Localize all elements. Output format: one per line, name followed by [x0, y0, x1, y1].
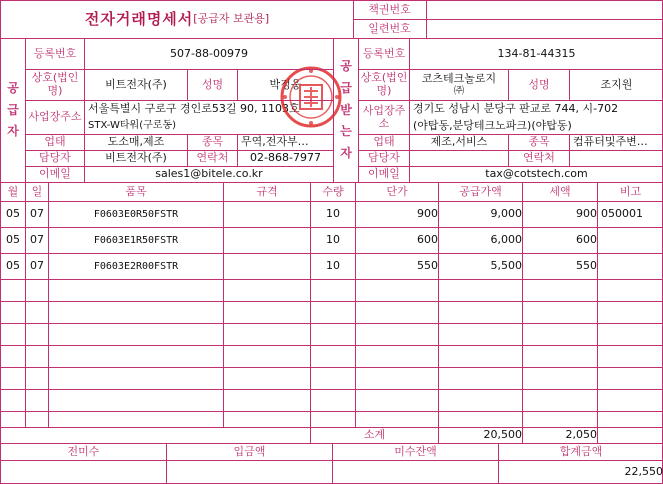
buyer-name-label: 상호(법인명) [360, 71, 408, 97]
row-qty: 10 [326, 207, 340, 221]
buyer-email[interactable]: tax@cotstech.com [485, 167, 588, 181]
supplier-name: 비트전자(주) [105, 77, 167, 91]
prev-unpaid-label: 전미수 [67, 444, 100, 458]
col-month-header: 월 [7, 185, 19, 199]
supplier-name-label: 상호(법인명) [31, 71, 79, 97]
row-supply-amount: 9,000 [490, 207, 522, 221]
row-month: 05 [6, 259, 20, 273]
supplier-phone: 02-868-7977 [250, 151, 321, 165]
supplier-contact-label: 담당자 [39, 151, 71, 165]
row-supply-amount: 5,500 [490, 259, 522, 273]
remaining-value [333, 461, 501, 483]
buyer-reg-no: 134-81-44315 [497, 46, 576, 60]
buyer-addr-label: 사업장주소 [362, 103, 406, 130]
col-qty-header: 수량 [322, 185, 344, 199]
total-label: 합계금액 [559, 444, 603, 458]
buyer-contact [410, 151, 508, 166]
supplier-reg-no-label: 등록번호 [33, 46, 77, 60]
row-item: F0603E0R50FSTR [93, 208, 179, 220]
supplier-biz-type-label: 업태 [44, 135, 66, 149]
supplier-contact: 비트전자(주) [105, 151, 167, 165]
buyer-rep-label: 성명 [528, 77, 550, 91]
subtitle-text: [공급자 보관용] [193, 12, 270, 26]
buyer-side-label: 공 급 받 는 자 [340, 59, 352, 161]
col-spec-header: 규격 [256, 185, 278, 199]
buyer-biz-item-label: 종목 [528, 135, 550, 149]
paid-value [167, 461, 335, 483]
col-item-header: 품목 [125, 185, 147, 199]
row-day: 07 [30, 259, 44, 273]
remaining-label: 미수잔액 [394, 444, 437, 458]
row-spec [224, 254, 310, 279]
row-note: 050001 [601, 207, 643, 221]
row-qty: 10 [326, 233, 340, 247]
col-tax-header: 세액 [549, 185, 571, 199]
row-tax: 900 [576, 207, 597, 221]
row-qty: 10 [326, 259, 340, 273]
supplier-reg-no: 507-88-00979 [170, 46, 248, 60]
row-unit-price: 550 [417, 259, 438, 273]
row-tax: 600 [576, 233, 597, 247]
supplier-side-label: 공 급 자 [7, 80, 19, 139]
supplier-rep: 박정웅 [269, 77, 302, 91]
row-unit-price: 600 [417, 233, 438, 247]
supplier-addr-line2: STX-W타워(구로동) [88, 120, 177, 132]
row-month: 05 [6, 233, 20, 247]
serial-no-label: 일련번호 [368, 21, 411, 35]
col-unit-price-header: 단가 [386, 185, 408, 199]
subtotal-supply: 20,500 [483, 428, 522, 441]
row-supply-amount: 6,000 [490, 233, 522, 247]
title-text: 전자거래명세서 [84, 9, 194, 28]
buyer-name: 코츠테크놀로지 ㈜ [421, 71, 497, 97]
row-item: F0603E1R50FSTR [93, 234, 179, 246]
buyer-email-label: 이메일 [368, 167, 400, 181]
col-supply-amount-header: 공급가액 [459, 185, 502, 199]
supplier-biz-item-label: 종목 [201, 135, 224, 149]
total-value: 22,550 [624, 464, 663, 478]
buyer-biz-item: 컴퓨터및주변… [573, 135, 648, 149]
book-no-label: 책권번호 [368, 2, 411, 16]
supplier-email[interactable]: sales1@bitele.co.kr [155, 167, 263, 181]
buyer-biz-type: 제조,서비스 [430, 135, 488, 149]
supplier-biz-type: 도소매,제조 [107, 135, 165, 149]
row-tax: 550 [576, 259, 597, 273]
row-day: 07 [30, 233, 44, 247]
buyer-addr-line2: (야탑동,분당테크노파크)(야탑동) [413, 118, 572, 132]
supplier-addr-label: 사업장주소 [28, 110, 82, 124]
subtotal-tax: 2,050 [565, 428, 597, 441]
row-item: F0603E2R00FSTR [93, 260, 179, 272]
row-unit-price: 900 [417, 207, 438, 221]
buyer-addr-line1: 경기도 성남시 분당구 판교로 744, 시-702 [413, 101, 619, 115]
row-spec [224, 202, 310, 227]
row-day: 07 [30, 207, 44, 221]
buyer-biz-type-label: 업태 [373, 135, 395, 149]
supplier-addr-line1: 서울특별시 구로구 경인로53길 90, 1103호 [88, 101, 300, 115]
row-note [598, 254, 663, 279]
document-title [1, 1, 353, 38]
buyer-contact-label: 담당자 [368, 151, 400, 165]
buyer-reg-no-label: 등록번호 [362, 46, 406, 60]
prev-unpaid-value [1, 461, 169, 483]
row-spec [224, 228, 310, 253]
buyer-phone-label: 연락처 [523, 151, 555, 165]
supplier-phone-label: 연락처 [196, 151, 229, 165]
buyer-phone [570, 151, 663, 166]
supplier-biz-item: 무역,전자부… [241, 135, 309, 149]
row-note [598, 228, 663, 253]
col-day-header: 일 [31, 185, 43, 199]
paid-label: 입금액 [233, 444, 266, 458]
supplier-email-label: 이메일 [39, 167, 71, 181]
subtotal-label: 소계 [363, 428, 386, 441]
col-note-header: 비고 [619, 185, 642, 199]
row-month: 05 [6, 207, 20, 221]
buyer-rep: 조지원 [600, 77, 633, 91]
supplier-rep-label: 성명 [201, 77, 224, 91]
